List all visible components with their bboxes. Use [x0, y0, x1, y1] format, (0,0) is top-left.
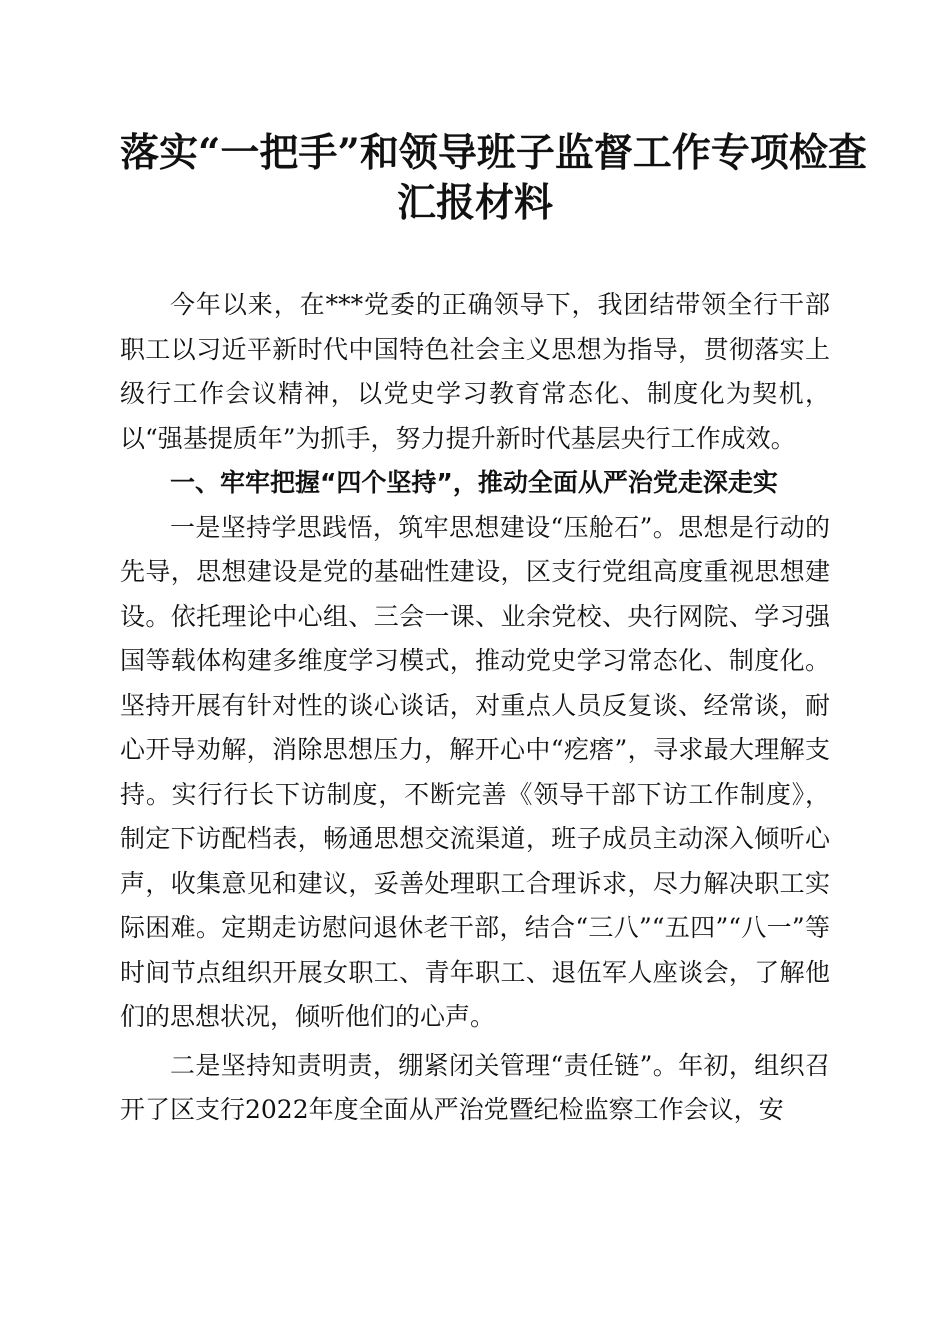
- section-1-heading: 一、牢牢把握“四个坚持”，推动全面从严治党走深走实: [170, 468, 778, 497]
- paragraph-2-body: 年初，组织召开了区支行2022年度全面从严治党暨纪检监察工作会议，安: [120, 1050, 830, 1124]
- paragraph-2: [120, 1044, 830, 1133]
- paragraph-1: [120, 506, 830, 1040]
- intro-paragraph: 今年以来，在***党委的正确领导下，我团结带领全行干部职工以习近平新时代中国特色社会主义思想为指导，贯彻落实上级行工作会议精神，以党史学习教育常态化、制度化为契机，以“强基提质年”为抓手，努力提升新时代基层央行工作成效。: [120, 290, 830, 453]
- paragraph-2-lead: 二是坚持知责明责，绷紧闭关管理“责任链”。: [170, 1050, 679, 1080]
- paragraph-1-body: 思想是行动的先导，思想建设是党的基础性建设，区支行党组高度重视思想建设。依托理论中心组、三会一课、业余党校、央行网院、学习强国等载体构建多维度学习模式，推动党史学习常态化、制度化。坚持开展有针对性的谈心谈话，对重点人员反复谈、经常谈，耐心开导劝解，消除思想压力，解开心中“疙瘩”，寻求最大理解支持。实行行长下访制度，不断完善《领导干部下访工作制度》，制定下访配档表，畅通思想交流渠道，班子成员主动深入倾听心声，收集意见和建议，妥善处理职工合理诉求，尽力解决职工实际困难。定期走访慰问退休老干部，结合“三八”“五四”“八一”等时间节点组织开展女职工、青年职工、退伍军人座谈会，了解他们的思想状况，倾听他们的心声。: [120, 512, 830, 1031]
- paragraph-1-lead: 一是坚持学思践悟，筑牢思想建设“压舱石”。: [170, 512, 679, 542]
- document-title-line-1: 落实“一把手”和领导班子监督工作专项检查: [120, 130, 867, 176]
- document-title-line-2: 汇报材料: [396, 180, 553, 226]
- document-body: [120, 283, 830, 1133]
- document-title: [120, 128, 867, 228]
